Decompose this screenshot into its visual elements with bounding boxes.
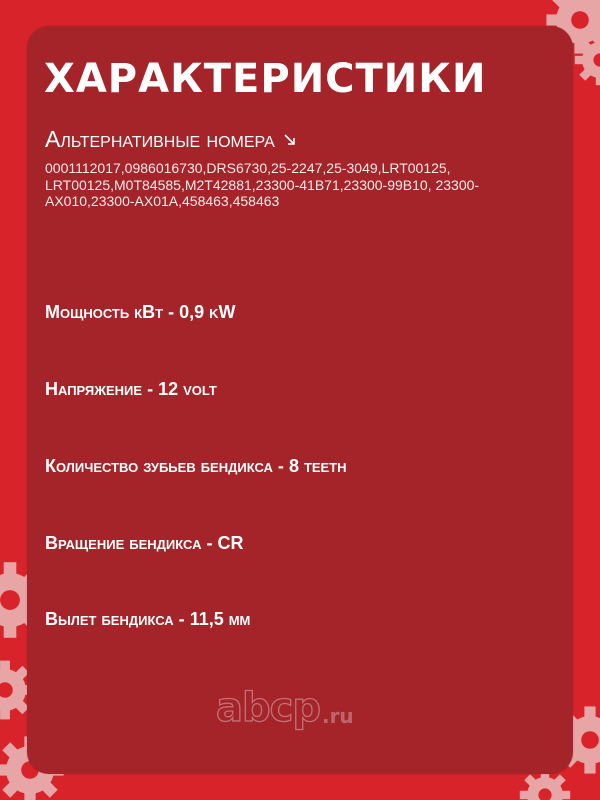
spec-label: Вращение бендикса - xyxy=(45,533,218,553)
alternative-numbers-list: 0001112017,0986016730,DRS6730,25-2247,25-3049,LRT00125, LRT00125,M0T84585,M2T42881,23300-41B71,23300-99B10, 23300-AX010,23300-AX01A,458463,458463 xyxy=(45,160,480,209)
alternative-numbers-label: Альтернативные номера xyxy=(45,126,275,152)
logo-suffix: .ru xyxy=(321,704,354,728)
spec-rotation xyxy=(45,533,243,554)
spec-value: 11,5 мм xyxy=(189,609,251,629)
spec-teeth xyxy=(45,456,347,477)
arrow-down-right-icon xyxy=(283,133,297,147)
spec-voltage xyxy=(45,379,217,400)
page-title: ХАРАКТЕРИСТИКИ xyxy=(44,56,487,102)
alternative-numbers-heading xyxy=(45,126,297,153)
spec-label: Мощность кВт - xyxy=(45,302,180,322)
spec-value: 12 volt xyxy=(158,379,217,399)
spec-label: Вылет бендикса - xyxy=(45,609,190,629)
spec-value: CR xyxy=(217,533,244,553)
spec-value: 8 teeth xyxy=(288,456,347,476)
spec-power xyxy=(45,302,235,323)
logo-text: abcp xyxy=(216,685,320,731)
gear-icon xyxy=(520,770,570,800)
watermark-logo xyxy=(216,685,354,731)
spec-bendix-offset xyxy=(45,609,250,630)
spec-label: Напряжение - xyxy=(45,379,159,399)
spec-value: 0,9 kW xyxy=(179,302,236,322)
spec-label: Количество зубьев бендикса - xyxy=(45,456,289,476)
